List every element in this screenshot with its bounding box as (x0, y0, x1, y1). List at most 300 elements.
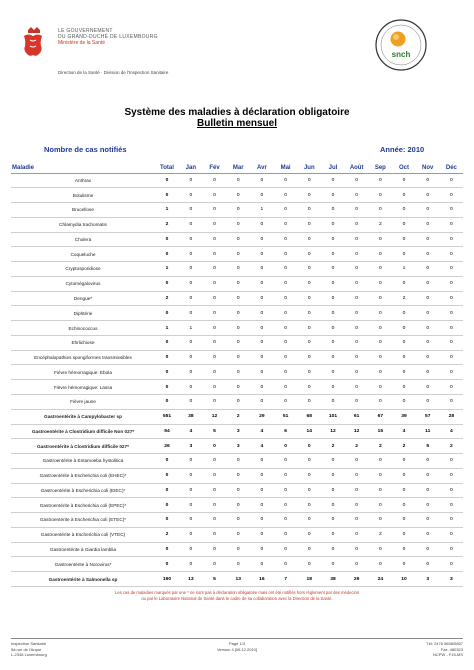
month-cell: 0 (250, 350, 274, 365)
ministry-name: Ministère de la Santé (58, 40, 105, 46)
month-cell: 29 (250, 409, 274, 424)
month-cell: 0 (369, 291, 393, 306)
month-cell: 4 (392, 424, 416, 439)
disease-name: Botulisme (11, 188, 155, 203)
month-cell: 5 (416, 439, 440, 454)
table-row (11, 409, 463, 424)
month-cell: 0 (416, 527, 440, 542)
table-row (11, 557, 463, 572)
total-cell: 190 (155, 572, 179, 587)
month-cell: 4 (440, 424, 464, 439)
month-cell: 0 (274, 468, 298, 483)
month-cell: 0 (203, 262, 227, 277)
month-cell: 0 (274, 454, 298, 469)
month-cell: 5 (203, 424, 227, 439)
month-cell: 0 (392, 173, 416, 188)
month-cell: 0 (369, 454, 393, 469)
month-cell: 0 (321, 217, 345, 232)
month-cell: 0 (226, 365, 250, 380)
month-cell: 0 (226, 542, 250, 557)
month-cell: 0 (250, 321, 274, 336)
month-cell: 0 (226, 321, 250, 336)
month-cell: 0 (369, 276, 393, 291)
month-cell: 0 (321, 394, 345, 409)
month-cell: 0 (321, 380, 345, 395)
month-cell: 0 (321, 262, 345, 277)
total-cell: 2 (155, 217, 179, 232)
cases-table (11, 164, 463, 587)
month-cell: 0 (179, 365, 203, 380)
month-cell: 12 (203, 409, 227, 424)
table-row (11, 454, 463, 469)
month-cell: 0 (297, 203, 321, 218)
month-cell: 0 (179, 188, 203, 203)
month-cell: 0 (321, 557, 345, 572)
month-cell: 0 (250, 557, 274, 572)
month-cell: 0 (440, 527, 464, 542)
disease-name: Gastroentérite à Salmonella sp (11, 572, 155, 587)
month-cell: 2 (321, 439, 345, 454)
total-cell: 1 (155, 321, 179, 336)
snch-logo-label: snch (391, 50, 411, 59)
month-cell: 2 (369, 527, 393, 542)
month-cell: 0 (369, 394, 393, 409)
month-cell: 0 (179, 217, 203, 232)
month-cell: 4 (250, 439, 274, 454)
column-header: Sep (369, 164, 393, 173)
report-year: Année: 2010 (380, 145, 425, 154)
table-row (11, 203, 463, 218)
month-cell: 0 (416, 217, 440, 232)
month-cell: 0 (416, 498, 440, 513)
month-cell: 18 (297, 572, 321, 587)
month-cell: 0 (250, 380, 274, 395)
table-row (11, 291, 463, 306)
month-cell: 0 (392, 527, 416, 542)
month-cell: 0 (274, 276, 298, 291)
month-cell: 0 (297, 262, 321, 277)
column-header: Déc (440, 164, 464, 173)
month-cell: 0 (321, 365, 345, 380)
month-cell: 0 (226, 262, 250, 277)
month-cell: 0 (226, 188, 250, 203)
total-cell: 0 (155, 306, 179, 321)
disease-name: Gastroentérite à Escherichia coli (ETEC)* (11, 513, 155, 528)
month-cell: 0 (369, 483, 393, 498)
month-cell: 0 (274, 217, 298, 232)
table-row (11, 276, 463, 291)
month-cell: 0 (179, 542, 203, 557)
month-cell: 3 (226, 424, 250, 439)
month-cell: 0 (203, 203, 227, 218)
month-cell: 0 (179, 498, 203, 513)
month-cell: 0 (297, 350, 321, 365)
month-cell: 0 (416, 262, 440, 277)
footer-page-info (0, 641, 474, 652)
month-cell: 0 (440, 365, 464, 380)
month-cell: 4 (250, 424, 274, 439)
month-cell: 0 (440, 217, 464, 232)
table-row (11, 217, 463, 232)
disease-name: Gastroentérite à Escherichia coli (EPEC)* (11, 498, 155, 513)
month-cell: 0 (179, 276, 203, 291)
month-cell: 0 (345, 335, 369, 350)
month-cell: 1 (250, 203, 274, 218)
month-cell: 0 (250, 498, 274, 513)
month-cell: 0 (274, 321, 298, 336)
month-cell: 0 (440, 276, 464, 291)
month-cell: 11 (416, 424, 440, 439)
month-cell: 0 (369, 498, 393, 513)
table-row (11, 350, 463, 365)
month-cell: 0 (416, 468, 440, 483)
month-cell: 0 (297, 483, 321, 498)
month-cell: 15 (369, 424, 393, 439)
month-cell: 0 (440, 498, 464, 513)
table-row (11, 173, 463, 188)
month-cell: 0 (321, 513, 345, 528)
month-cell: 0 (416, 454, 440, 469)
month-cell: 0 (369, 321, 393, 336)
month-cell: 0 (297, 247, 321, 262)
month-cell: 0 (369, 203, 393, 218)
month-cell: 0 (440, 483, 464, 498)
month-cell: 0 (345, 203, 369, 218)
month-cell: 0 (179, 483, 203, 498)
month-cell: 0 (345, 527, 369, 542)
month-cell: 0 (321, 232, 345, 247)
month-cell: 0 (203, 527, 227, 542)
month-cell: 0 (203, 350, 227, 365)
title-bulletin: Bulletin mensuel (196, 118, 277, 129)
month-cell: 1 (392, 262, 416, 277)
disease-name: Fièvre hémorragique: Lassa (11, 380, 155, 395)
month-cell: 0 (392, 203, 416, 218)
month-cell: 0 (321, 335, 345, 350)
month-cell: 0 (345, 247, 369, 262)
month-cell: 0 (250, 527, 274, 542)
month-cell: 0 (440, 173, 464, 188)
month-cell: 0 (179, 173, 203, 188)
disease-name: Ehrlichiose (11, 335, 155, 350)
total-cell: 0 (155, 454, 179, 469)
month-cell: 67 (369, 409, 393, 424)
month-cell: 0 (226, 247, 250, 262)
footer-department: Inspection Sanitaire (11, 641, 47, 646)
month-cell: 0 (226, 350, 250, 365)
column-header: Mai (274, 164, 298, 173)
month-cell: 0 (179, 380, 203, 395)
month-cell: 0 (321, 247, 345, 262)
total-cell: 1 (155, 262, 179, 277)
total-cell: 0 (155, 394, 179, 409)
month-cell: 0 (203, 454, 227, 469)
month-cell: 0 (345, 173, 369, 188)
month-cell: 0 (203, 513, 227, 528)
month-cell: 0 (250, 262, 274, 277)
month-cell: 0 (274, 483, 298, 498)
footnote-line-1: Les cas de maladies marqués par une * ne sont pas à déclaration obligatoire mais ont été notifiés hors règlement par des médecins (115, 590, 359, 595)
month-cell: 0 (345, 321, 369, 336)
month-cell: 0 (203, 335, 227, 350)
month-cell: 0 (203, 291, 227, 306)
month-cell: 0 (297, 498, 321, 513)
month-cell: 0 (345, 188, 369, 203)
month-cell: 0 (321, 498, 345, 513)
month-cell: 0 (416, 321, 440, 336)
month-cell: 0 (297, 188, 321, 203)
column-header: Jan (179, 164, 203, 173)
month-cell: 0 (440, 468, 464, 483)
month-cell: 0 (416, 557, 440, 572)
month-cell: 38 (179, 409, 203, 424)
month-cell: 0 (226, 291, 250, 306)
month-cell: 0 (440, 542, 464, 557)
month-cell: 0 (416, 276, 440, 291)
disease-name: Cholera (11, 232, 155, 247)
month-cell: 0 (392, 335, 416, 350)
month-cell: 0 (440, 203, 464, 218)
month-cell: 0 (179, 350, 203, 365)
table-row (11, 188, 463, 203)
month-cell: 0 (274, 335, 298, 350)
disease-name: Gastroentérite à Campylobacter sp (11, 409, 155, 424)
month-cell: 0 (416, 350, 440, 365)
month-cell: 0 (179, 513, 203, 528)
month-cell: 0 (345, 291, 369, 306)
month-cell: 0 (297, 513, 321, 528)
month-cell: 0 (440, 232, 464, 247)
month-cell: 0 (416, 335, 440, 350)
month-cell: 28 (440, 409, 464, 424)
disease-name: Gastroentérite à Escherichia coli (EIEC)* (11, 483, 155, 498)
month-cell: 0 (274, 188, 298, 203)
month-cell: 0 (226, 203, 250, 218)
month-cell: 0 (440, 291, 464, 306)
table-row (11, 247, 463, 262)
total-cell: 0 (155, 335, 179, 350)
month-cell: 0 (321, 188, 345, 203)
table-row (11, 321, 463, 336)
month-cell: 0 (226, 513, 250, 528)
month-cell: 0 (203, 483, 227, 498)
month-cell: 5 (203, 572, 227, 587)
month-cell: 0 (250, 454, 274, 469)
page-number: Page 1/3 (228, 641, 245, 646)
month-cell: 0 (345, 217, 369, 232)
month-cell: 0 (392, 350, 416, 365)
month-cell: 29 (345, 572, 369, 587)
column-header: Août (345, 164, 369, 173)
month-cell: 0 (250, 483, 274, 498)
month-cell: 0 (392, 247, 416, 262)
column-header: Avr (250, 164, 274, 173)
month-cell: 0 (226, 217, 250, 232)
disease-name: Echinococcus (11, 321, 155, 336)
month-cell: 0 (416, 483, 440, 498)
month-cell: 2 (226, 409, 250, 424)
month-cell: 2 (345, 439, 369, 454)
month-cell: 0 (297, 217, 321, 232)
month-cell: 0 (297, 291, 321, 306)
disease-name: Gastroentérite à Giardia lamblia (11, 542, 155, 557)
month-cell: 0 (369, 306, 393, 321)
month-cell: 4 (179, 424, 203, 439)
month-cell: 0 (226, 276, 250, 291)
total-cell: 0 (155, 498, 179, 513)
month-cell: 0 (416, 513, 440, 528)
month-cell: 0 (203, 542, 227, 557)
month-cell: 0 (274, 394, 298, 409)
month-cell: 0 (440, 247, 464, 262)
month-cell: 0 (297, 380, 321, 395)
month-cell: 0 (226, 173, 250, 188)
total-cell: 0 (155, 173, 179, 188)
document-title (0, 107, 474, 129)
disease-name: Gastroentérite à Norovirus* (11, 557, 155, 572)
column-header: Oct (392, 164, 416, 173)
month-cell: 0 (392, 306, 416, 321)
column-header: Fév (203, 164, 227, 173)
footer-city: L-2348 Luxembourg (11, 652, 47, 657)
disease-name: Anthrax (11, 173, 155, 188)
month-cell: 0 (392, 483, 416, 498)
month-cell: 0 (416, 232, 440, 247)
month-cell: 0 (297, 439, 321, 454)
month-cell: 0 (250, 394, 274, 409)
month-cell: 0 (392, 542, 416, 557)
disease-name: Brucellose (11, 203, 155, 218)
table-row (11, 468, 463, 483)
month-cell: 0 (392, 321, 416, 336)
month-cell: 14 (297, 424, 321, 439)
table-row (11, 439, 463, 454)
month-cell: 0 (203, 321, 227, 336)
total-cell: 0 (155, 513, 179, 528)
month-cell: 0 (297, 321, 321, 336)
month-cell: 0 (416, 247, 440, 262)
government-line-2: DU GRAND-DUCHÉ DE LUXEMBOURG (58, 34, 158, 40)
total-cell: 2 (155, 527, 179, 542)
table-row (11, 527, 463, 542)
month-cell: 0 (392, 557, 416, 572)
month-cell: 0 (321, 468, 345, 483)
month-cell: 0 (321, 542, 345, 557)
month-cell: 0 (250, 306, 274, 321)
month-cell: 0 (297, 232, 321, 247)
month-cell: 0 (203, 276, 227, 291)
total-cell: 0 (155, 350, 179, 365)
month-cell: 0 (179, 306, 203, 321)
month-cell: 24 (369, 572, 393, 587)
month-cell: 3 (440, 572, 464, 587)
month-cell: 0 (369, 335, 393, 350)
disease-name: Fièvre jaune (11, 394, 155, 409)
month-cell: 0 (369, 173, 393, 188)
table-row (11, 394, 463, 409)
month-cell: 61 (345, 409, 369, 424)
month-cell: 0 (250, 513, 274, 528)
month-cell: 0 (226, 527, 250, 542)
month-cell: 0 (226, 335, 250, 350)
month-cell: 0 (226, 380, 250, 395)
month-cell: 0 (179, 262, 203, 277)
month-cell: 0 (274, 557, 298, 572)
month-cell: 0 (321, 321, 345, 336)
month-cell: 0 (297, 173, 321, 188)
month-cell: 0 (274, 365, 298, 380)
month-cell: 0 (203, 468, 227, 483)
month-cell: 0 (297, 527, 321, 542)
month-cell: 0 (369, 468, 393, 483)
month-cell: 0 (321, 203, 345, 218)
month-cell: 0 (416, 188, 440, 203)
month-cell: 0 (369, 513, 393, 528)
month-cell: 0 (369, 350, 393, 365)
total-cell: 2 (155, 291, 179, 306)
month-cell: 16 (250, 572, 274, 587)
month-cell: 0 (392, 276, 416, 291)
month-cell: 0 (226, 232, 250, 247)
month-cell: 0 (369, 262, 393, 277)
month-cell: 0 (416, 203, 440, 218)
month-cell: 38 (321, 572, 345, 587)
month-cell: 0 (345, 262, 369, 277)
month-cell: 0 (274, 232, 298, 247)
table-row (11, 498, 463, 513)
month-cell: 0 (297, 335, 321, 350)
direction-line: Direction de la Santé · Division de l'Inspection Sanitaire (58, 70, 169, 75)
month-cell: 12 (321, 424, 345, 439)
total-cell: 26 (155, 439, 179, 454)
month-cell: 0 (440, 188, 464, 203)
month-cell: 0 (179, 232, 203, 247)
month-cell: 0 (250, 335, 274, 350)
table-row (11, 335, 463, 350)
month-cell: 0 (369, 557, 393, 572)
month-cell: 7 (274, 572, 298, 587)
month-cell: 0 (345, 380, 369, 395)
month-cell: 0 (203, 380, 227, 395)
month-cell: 0 (297, 365, 321, 380)
total-cell: 0 (155, 483, 179, 498)
month-cell: 0 (179, 247, 203, 262)
month-cell: 2 (369, 217, 393, 232)
month-cell: 0 (321, 276, 345, 291)
month-cell: 0 (369, 542, 393, 557)
month-cell: 0 (440, 306, 464, 321)
disease-name: Chlamydia trachomatis (11, 217, 155, 232)
month-cell: 0 (392, 188, 416, 203)
month-cell: 0 (274, 380, 298, 395)
month-cell: 0 (369, 232, 393, 247)
disease-name: Coqueluche (11, 247, 155, 262)
month-cell: 0 (274, 439, 298, 454)
total-cell: 0 (155, 188, 179, 203)
total-cell: 1 (155, 203, 179, 218)
column-header: Jun (297, 164, 321, 173)
month-cell: 0 (440, 557, 464, 572)
total-cell: 0 (155, 232, 179, 247)
footer-reference: NCPW - F15-MS (433, 652, 463, 657)
footnote (0, 590, 474, 602)
month-cell: 0 (321, 454, 345, 469)
month-cell: 13 (226, 572, 250, 587)
total-cell: 0 (155, 276, 179, 291)
snch-logo (374, 17, 428, 73)
month-cell: 0 (250, 291, 274, 306)
month-cell: 0 (226, 454, 250, 469)
